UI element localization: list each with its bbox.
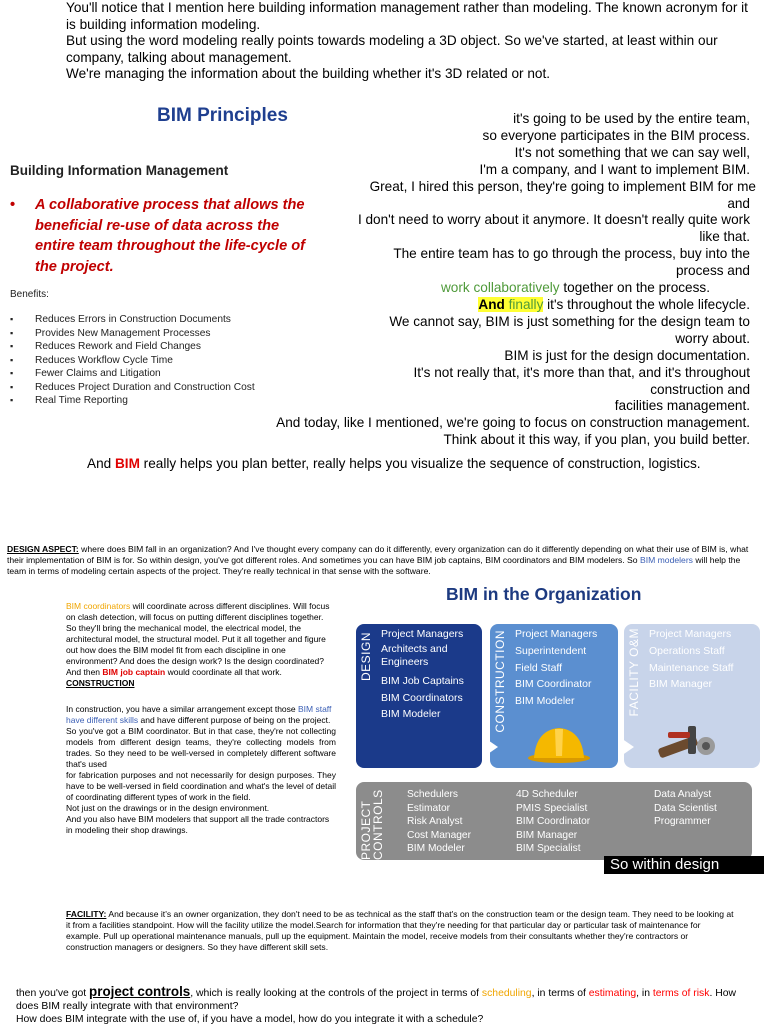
project-controls-panel	[356, 782, 752, 860]
role-item: Superintendent	[515, 644, 587, 657]
plan-fragment: really helps you plan better, really helps you visualize the sequence of construction, logistics.	[139, 456, 701, 471]
slide-title: BIM Principles	[157, 105, 288, 126]
coordinators-text: So they'll bring the mechanical model, the electrical model, the architectural model, the structural model. Put it all together and figure out how does the BIM model fit from each discipline in one environment? And does the design work? Is the design coordinated? And then	[66, 623, 326, 677]
role-item: BIM Manager	[649, 678, 713, 691]
arrow-right-icon	[482, 736, 498, 758]
benefit-item: ▪ Reduces Workflow Cycle Time	[10, 354, 255, 368]
transcript-line: worry about.	[675, 330, 750, 346]
facility-label: FACILITY O&M	[627, 628, 641, 717]
design-aspect-text: will help the team in terms of modeling certain aspects of the project. They're really technical in that sense with the software.	[7, 555, 741, 576]
design-label: DESIGN	[359, 632, 373, 682]
slide-title: BIM in the Organization	[446, 584, 642, 604]
role-item: 4D Scheduler	[516, 789, 578, 800]
project-controls-heading: project controls	[89, 984, 191, 999]
coordinators-paragraph	[66, 623, 336, 678]
role-item: BIM Modeler	[407, 843, 465, 855]
controls-col-2	[516, 788, 590, 856]
transcript-line: I'm a company, and I want to implement BIM.	[479, 161, 750, 177]
slide-subtitle: Building Information Management	[10, 163, 229, 178]
transcript-line: Think about it this way, if you plan, you build better.	[443, 432, 750, 448]
intro-line: We're managing the information about the building whether it's 3D related or not.	[66, 66, 551, 82]
transcript-line: BIM is just for the design documentation.	[504, 347, 750, 363]
controls-line	[16, 985, 746, 1013]
benefit-item: ▪ Real Time Reporting	[10, 394, 255, 408]
transcript-line	[326, 280, 710, 297]
facility-roles	[649, 626, 757, 693]
role-item: BIM Modeler	[515, 695, 575, 708]
benefit-item: ▪ Reduces Errors in Construction Documents	[10, 313, 255, 327]
tools-icon	[654, 720, 724, 760]
benefits-list	[10, 313, 255, 408]
benefits-label: Benefits:	[10, 289, 49, 300]
benefit-item: ▪ Fewer Claims and Litigation	[10, 367, 255, 381]
transcript-line: We cannot say, BIM is just something for the design team to	[389, 313, 750, 329]
coordinators-text: will coordinate across different disciplines. Will focus on clash detection, will focus on putting different disciplines together.	[66, 601, 330, 622]
facility-label: FACILITY:	[66, 909, 107, 919]
bim-job-captain-highlight: BIM job captain	[102, 667, 166, 677]
controls-col-1	[407, 788, 471, 856]
transcript-line: so everyone participates in the BIM process.	[482, 127, 750, 143]
construction-paragraph: for fabrication purposes and not necessarily for design purposes. They have to be well-versed in field coordination and what's the level of detail of coordinating different types of work in the field.	[66, 770, 336, 802]
controls-text: then you've got	[16, 988, 90, 999]
role-item: Project Managers	[649, 628, 732, 640]
transcript-line	[326, 297, 750, 314]
highlight-finally: finally	[504, 296, 544, 312]
construction-roles	[515, 626, 615, 710]
construction-panel	[490, 624, 618, 768]
construction-label: CONSTRUCTION	[66, 678, 135, 688]
bim-organization-slide	[356, 578, 760, 874]
construction-paragraph: Not just on the drawings or in the design environment.	[66, 803, 270, 813]
transcript-line: facilities management.	[614, 398, 750, 414]
design-aspect-label: DESIGN ASPECT:	[7, 544, 79, 554]
transcript-fragment: it's throughout the whole lifecycle.	[543, 296, 750, 312]
plan-line	[87, 455, 757, 472]
role-item: Field Staff	[515, 661, 563, 674]
construction-paragraph: So you've got a BIM coordinator. But in that case, they're not collecting models from different design teams, they're collecting models from trades. So they need to be well-versed in completely different software that's used	[66, 726, 336, 769]
role-item: PMIS Specialist	[516, 802, 588, 814]
project-controls-text: PROJECT CONTROLS	[359, 789, 385, 860]
transcript-line: And today, like I mentioned, we're going to focus on construction management.	[276, 415, 750, 431]
definition-bullet	[10, 195, 322, 277]
coordinators-section	[66, 601, 336, 836]
controls-text: , in terms of	[531, 988, 589, 999]
construction-label: CONSTRUCTION	[493, 630, 507, 733]
role-item: Risk Analyst	[407, 816, 463, 828]
controls-col-3	[654, 788, 717, 829]
bullet-dot: •	[10, 197, 16, 213]
bim-principles-slide	[0, 95, 322, 415]
benefit-item: ▪ Provides New Management Processes	[10, 327, 255, 341]
transcript-line: It's not something that we can say well,	[514, 144, 750, 160]
controls-text: , in	[636, 988, 653, 999]
intro-line: You'll notice that I mention here building information management rather than modeling. The known acronym for it is building information modeling.	[66, 0, 748, 32]
risk-highlight: terms of risk	[652, 988, 710, 999]
facility-panel	[624, 624, 760, 768]
hard-hat-icon	[526, 724, 592, 764]
intro-paragraph	[66, 0, 756, 83]
role-item: Architects and Engineers	[381, 642, 448, 668]
transcript-column	[276, 111, 756, 449]
role-item: Project Managers	[381, 628, 464, 640]
controls-text: . How does BIM really integrate with that environment?	[16, 988, 737, 1012]
role-item: Operations Staff	[649, 644, 725, 657]
role-item: Schedulers	[407, 789, 458, 800]
controls-text: , which is really looking at the controls of the project in terms of	[190, 988, 482, 999]
construction-paragraph: And you also have BIM modelers that support all the trade contractors in modeling their shop drawings.	[66, 814, 330, 835]
role-item: BIM Specialist	[516, 843, 581, 855]
transcript-line: It's not really that, it's more than that, and it's throughout	[413, 364, 750, 380]
transcript-line: and	[727, 195, 750, 211]
role-item: BIM Manager	[516, 829, 578, 841]
bim-coordinators-highlight: BIM coordinators	[66, 601, 131, 611]
transcript-line: Great, I hired this person, they're going to implement BIM for me	[369, 178, 756, 194]
transcript-line: process and	[675, 263, 750, 279]
bim-staff-highlight: BIM staff have different skills	[66, 704, 332, 725]
design-aspect-paragraph	[7, 544, 757, 577]
transcript-fragment: together on the process.	[559, 280, 710, 296]
design-panel	[356, 624, 482, 768]
construction-text: and have different purpose of being on the project.	[138, 715, 331, 725]
intro-line: But using the word modeling really points towards modeling a 3D object. So we've started, at least within our company, talking about management.	[66, 33, 718, 65]
highlight-collaboratively: work collaboratively	[440, 280, 560, 296]
transcript-line: The entire team has to go through the process, buy into the	[393, 246, 750, 262]
construction-text: In construction, you have a similar arrangement except those	[66, 704, 298, 714]
role-item: BIM Job Captains	[381, 674, 464, 687]
role-item: Project Managers	[515, 628, 598, 640]
bim-modelers-highlight: BIM modelers	[639, 555, 693, 565]
role-item: Estimator	[407, 802, 451, 814]
arrow-right-icon	[618, 736, 634, 758]
project-controls-paragraph	[16, 985, 746, 1024]
estimating-highlight: estimating	[588, 988, 637, 999]
definition-text: A collaborative process that allows the beneficial re-use of data across the entire team throughout the life-cycle of the project.	[35, 197, 306, 275]
role-item: Programmer	[654, 816, 711, 828]
design-aspect-text: where does BIM fall in an organization? And I've thought every company can do it differently, every organization can do it differently depending on what their use of BIM is, what their implementation of BIM is for. So within design, you've got different roles. And sometimes you can have BIM job captains, BIM coordinators and BIM modelers. So	[7, 544, 749, 565]
bim-highlight: BIM	[114, 456, 140, 471]
plan-fragment: And	[87, 456, 115, 471]
transcript-line: like that.	[699, 229, 750, 245]
highlight-and: And	[478, 296, 505, 312]
transcript-line: it's going to be used by the entire team,	[513, 111, 750, 126]
transcript-line: construction and	[650, 381, 750, 397]
role-item: BIM Modeler	[381, 708, 441, 721]
facility-paragraph	[66, 909, 734, 953]
role-item: Data Analyst	[654, 789, 712, 800]
role-item: BIM Coordinator	[516, 816, 591, 828]
design-roles	[381, 626, 479, 723]
benefit-item: ▪ Reduces Rework and Field Changes	[10, 340, 255, 354]
transcript-line: I don't need to worry about it anymore. It doesn't really quite work	[357, 212, 750, 228]
coordinators-text: would coordinate all that work.	[165, 667, 282, 677]
role-item: Data Scientist	[654, 802, 717, 814]
role-item: BIM Coordinator	[515, 678, 592, 691]
role-item: Maintenance Staff	[649, 661, 734, 674]
role-item: BIM Coordinators	[381, 691, 463, 704]
controls-line: How does BIM integrate with the use of, if you have a model, how do you integrate it with a schedule?	[16, 1014, 484, 1024]
coordinators-paragraph	[66, 601, 336, 623]
scheduling-highlight: scheduling	[481, 988, 532, 999]
benefit-item: ▪ Reduces Project Duration and Construction Cost	[10, 381, 255, 395]
video-caption: So within design	[604, 856, 764, 874]
construction-paragraph	[66, 704, 336, 726]
role-item: Cost Manager	[407, 829, 471, 841]
facility-text: And because it's an owner organization, they don't need to be as technical as the staff that's on the construction team or the design team. They need to be looking at it from a facilities standpoint. How will the facility utilize the model.Search for information that they're needing for that particular day or particular task of maintenance for example. Pull up operational maintenance manuals, pull up the equipment. Maintain the model, receive models from their consultants whether they're contractors or construction managers or designers. So they have different skill sets.	[66, 909, 734, 952]
